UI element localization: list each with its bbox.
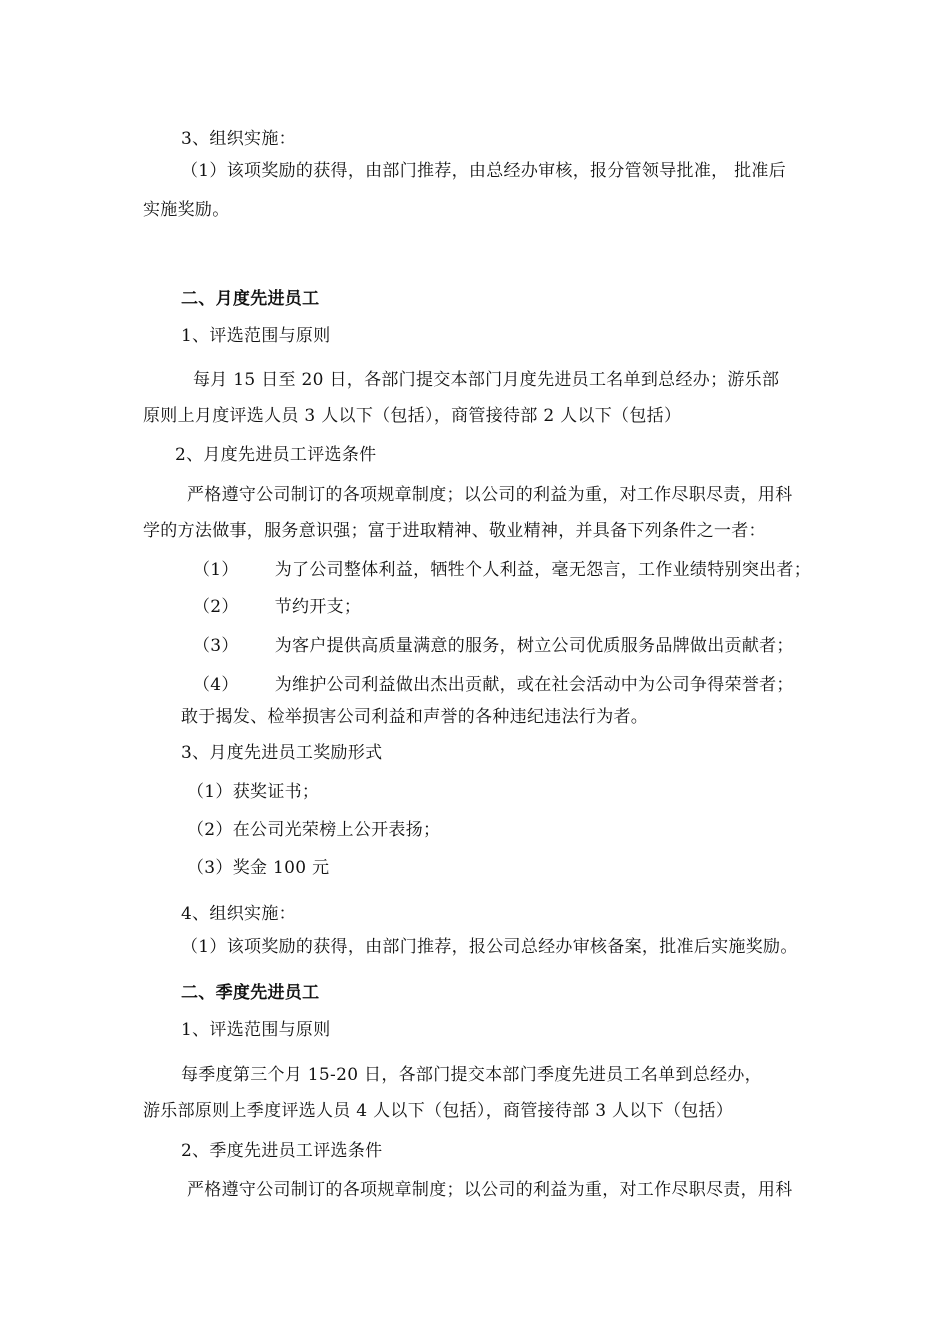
condition-text: 为了公司整体利益，牺牲个人利益，毫无怨言，工作业绩特别突出者；	[274, 560, 812, 580]
s2-item1-title: 1、评选范围与原则	[181, 326, 331, 346]
s1-item3-paragraph-line1: （1）该项奖励的获得，由部门推荐，由总经办审核，报分管领导批准， 批准后	[181, 161, 787, 181]
s2-condition-1	[193, 558, 811, 582]
s3-item2-title: 2、季度先进员工评选条件	[181, 1141, 383, 1161]
condition-text: 为维护公司利益做出杰出贡献，或在社会活动中为公司争得荣誉者；	[274, 675, 794, 695]
s3-item1-title: 1、评选范围与原则	[181, 1020, 331, 1040]
s2-reward-3: （3）奖金 100 元	[187, 858, 330, 878]
s1-item3-title: 3、组织实施：	[181, 129, 296, 149]
s3-item1-line1: 每季度第三个月 15-20 日，各部门提交本部门季度先进员工名单到总经办，	[181, 1065, 762, 1085]
s2-item2-line2: 学的方法做事，服务意识强；富于进取精神、敬业精神，并具备下列条件之一者：	[143, 521, 766, 541]
condition-number: （3）	[193, 636, 239, 656]
s3-item2-line1: 严格遵守公司制订的各项规章制度；以公司的利益为重，对工作尽职尽责，用科	[187, 1180, 793, 1200]
condition-number: （4）	[193, 675, 239, 695]
s2-reward-1: （1）获奖证书；	[187, 782, 320, 802]
condition-text: 为客户提供高质量满意的服务，树立公司优质服务品牌做出贡献者；	[274, 636, 794, 656]
s2-item1-line2: 原则上月度评选人员 3 人以下（包括），商管接待部 2 人以下（包括）	[143, 406, 682, 426]
s2-reward-2: （2）在公司光荣榜上公开表扬；	[187, 820, 441, 840]
s2-item4-title: 4、组织实施：	[181, 904, 296, 924]
s2-condition-4	[193, 673, 794, 697]
s2-item3-title: 3、月度先进员工奖励形式	[181, 743, 383, 763]
s1-item3-paragraph-line2: 实施奖励。	[143, 200, 230, 220]
s2-condition-2	[193, 595, 361, 619]
s2-item2-line1: 严格遵守公司制订的各项规章制度；以公司的利益为重，对工作尽职尽责，用科	[187, 485, 793, 505]
s2-condition-extra: 敢于揭发、检举损害公司利益和声誉的各种违纪违法行为者。	[181, 707, 649, 727]
condition-number: （1）	[193, 560, 239, 580]
s3-item1-line2: 游乐部原则上季度评选人员 4 人以下（包括），商管接待部 3 人以下（包括）	[143, 1101, 734, 1121]
s2-heading: 二、月度先进员工	[181, 289, 320, 309]
s2-item4-paragraph: （1）该项奖励的获得，由部门推荐，报公司总经办审核备案，批准后实施奖励。	[181, 937, 798, 957]
s2-item1-line1: 每月 15 日至 20 日，各部门提交本部门月度先进员工名单到总经办；游乐部	[193, 370, 780, 390]
s3-heading: 二、季度先进员工	[181, 983, 320, 1003]
condition-text: 节约开支；	[274, 597, 362, 617]
s2-condition-3	[193, 634, 794, 658]
s2-item2-title: 2、月度先进员工评选条件	[175, 445, 377, 465]
condition-number: （2）	[193, 597, 239, 617]
